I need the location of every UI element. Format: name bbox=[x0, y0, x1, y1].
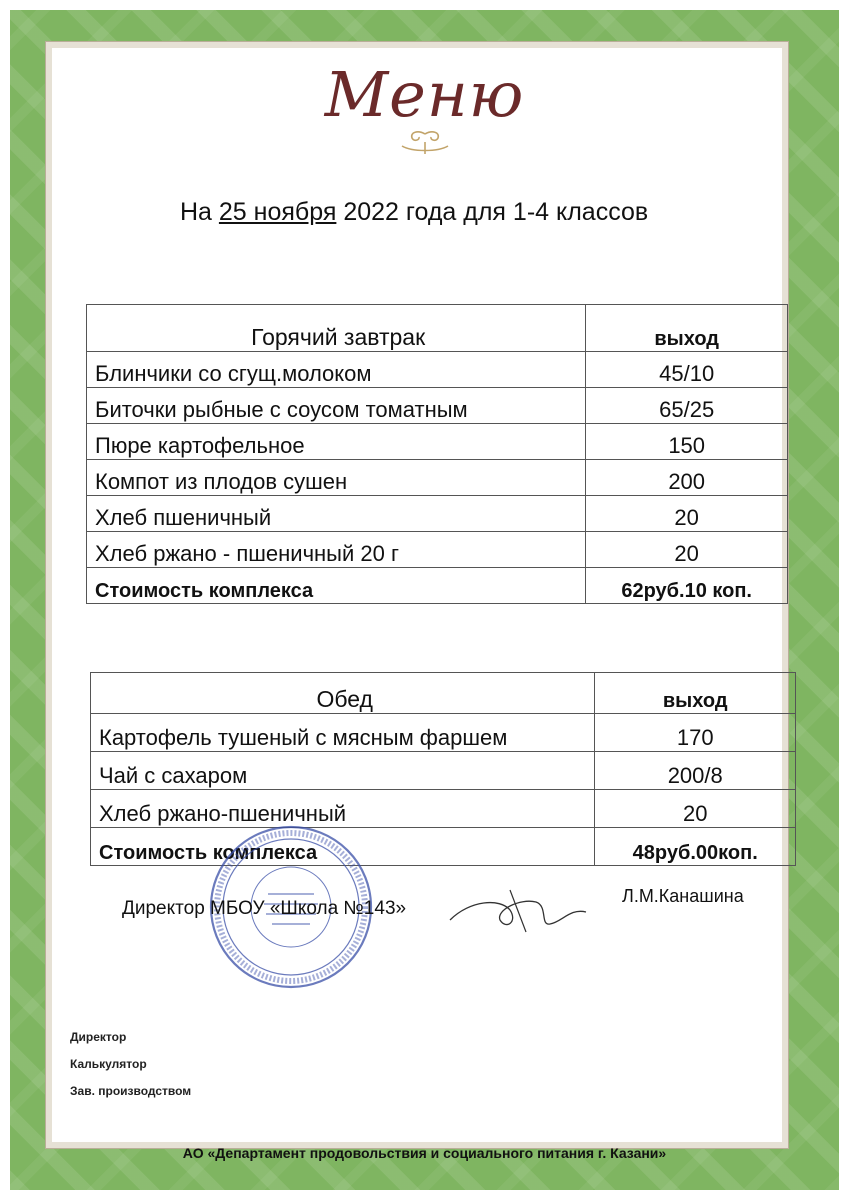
output-heading: выход bbox=[586, 305, 788, 352]
dish-name: Хлеб ржано - пшеничный 20 г bbox=[87, 532, 586, 568]
signature-scribble bbox=[440, 880, 610, 940]
dish-output: 200/8 bbox=[595, 752, 796, 790]
role-item: Зав. производством bbox=[70, 1084, 192, 1098]
date-suffix: 2022 года для 1-4 классов bbox=[336, 198, 649, 226]
flourish-ornament bbox=[392, 128, 458, 158]
table-row bbox=[91, 714, 796, 752]
output-heading: выход bbox=[595, 673, 796, 714]
dish-name: Хлеб пшеничный bbox=[87, 496, 586, 532]
roles-list bbox=[70, 1030, 191, 1111]
dish-name: Пюре картофельное bbox=[87, 424, 586, 460]
menu-title: Меню bbox=[324, 58, 525, 131]
table-row bbox=[87, 496, 788, 532]
dish-output: 20 bbox=[586, 532, 788, 568]
total-price: 48руб.00коп. bbox=[595, 828, 796, 866]
total-label: Стоимость комплекса bbox=[91, 828, 595, 866]
dish-output: 65/25 bbox=[586, 388, 788, 424]
date-prefix: На bbox=[180, 198, 219, 226]
dish-output: 200 bbox=[586, 460, 788, 496]
dish-output: 20 bbox=[586, 496, 788, 532]
date-underlined: 25 ноября bbox=[218, 198, 337, 226]
signer-name: Л.М.Канашина bbox=[622, 886, 744, 906]
breakfast-header-row bbox=[87, 305, 788, 352]
table-row bbox=[91, 790, 796, 828]
total-price: 62руб.10 коп. bbox=[586, 568, 788, 604]
breakfast-table bbox=[86, 304, 788, 604]
breakfast-total-row bbox=[87, 568, 788, 604]
lunch-header-row bbox=[91, 673, 796, 714]
lunch-total-row bbox=[91, 828, 796, 866]
table-row bbox=[87, 460, 788, 496]
dish-output: 45/10 bbox=[586, 352, 788, 388]
breakfast-heading: Горячий завтрак bbox=[87, 305, 586, 352]
table-row bbox=[87, 532, 788, 568]
dish-output: 170 bbox=[595, 714, 796, 752]
table-row bbox=[87, 424, 788, 460]
dish-name: Картофель тушеный с мясным фаршем bbox=[91, 714, 595, 752]
dish-output: 20 bbox=[595, 790, 796, 828]
lunch-heading: Обед bbox=[91, 673, 595, 714]
dish-name: Биточки рыбные с соусом томатным bbox=[87, 388, 586, 424]
director-line: Директор МБОУ «Школа №143» bbox=[122, 898, 407, 919]
table-row bbox=[87, 388, 788, 424]
dish-name: Хлеб ржано-пшеничный bbox=[91, 790, 595, 828]
dish-name: Блинчики со сгущ.молоком bbox=[87, 352, 586, 388]
dish-output: 150 bbox=[586, 424, 788, 460]
footer-organization: АО «Департамент продовольствия и социального питания г. Казани» bbox=[182, 1145, 667, 1161]
role-item: Калькулятор bbox=[70, 1057, 147, 1071]
role-item: Директор bbox=[70, 1030, 127, 1044]
table-row bbox=[91, 752, 796, 790]
dish-name: Компот из плодов сушен bbox=[87, 460, 586, 496]
lunch-table bbox=[90, 672, 796, 866]
total-label: Стоимость комплекса bbox=[87, 568, 586, 604]
dish-name: Чай с сахаром bbox=[91, 752, 595, 790]
table-row bbox=[87, 352, 788, 388]
date-line bbox=[180, 198, 648, 227]
